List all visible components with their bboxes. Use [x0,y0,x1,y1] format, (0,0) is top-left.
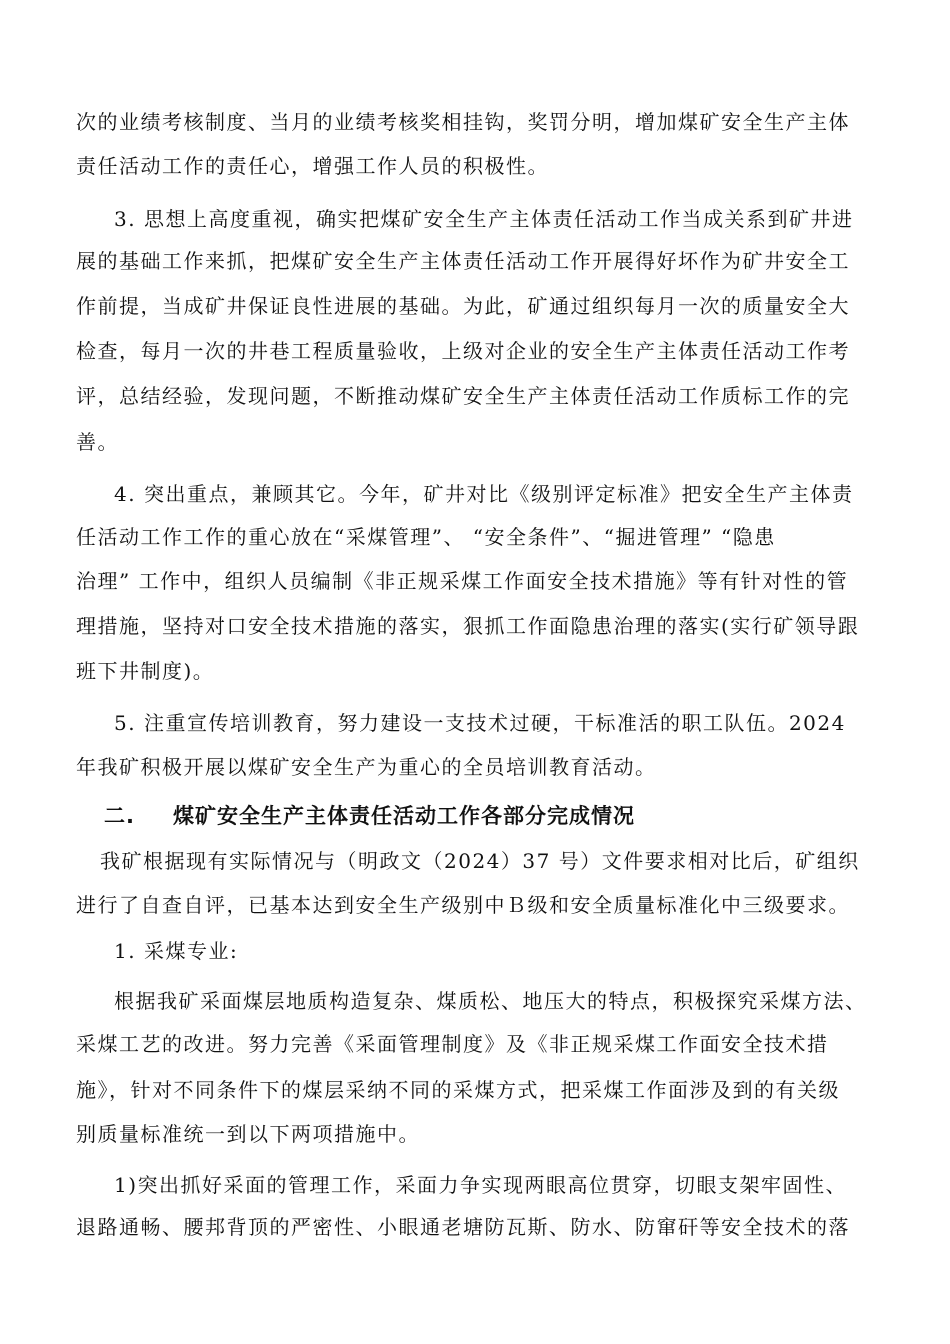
text-line: 5. 注重宣传培训教育，努力建设一支技术过硬，干标准活的职工队伍。2024 [114,711,846,735]
text-line: 任活动工作工作的重心放在“采煤管理”、 “安全条件”、“掘进管理” “隐患 [76,525,776,549]
text-line: 1)突出抓好采面的管理工作，采面力争实现两眼高位贯穿，切眼支架牢固性、 [114,1173,848,1197]
text-line: 施》，针对不同条件下的煤层采纳不同的采煤方式，把采煤工作面涉及到的有关级 [76,1078,840,1102]
text-line: 进行了自查自评，已基本达到安全生产级别中Ｂ级和安全质量标准化中三级要求。 [76,893,850,917]
text-line: 采煤工艺的改进。努力完善《采面管理制度》及《非正规采煤工作面安全技术措 [76,1032,829,1056]
section-heading-number: 二. [104,804,135,828]
text-line: 别质量标准统一到以下两项措施中。 [76,1122,420,1146]
text-line: 根据我矿采面煤层地质构造复杂、煤质松、地压大的特点，积极探究采煤方法、 [114,989,867,1013]
text-line: 班下井制度)。 [76,659,215,683]
text-line: 展的基础工作来抓，把煤矿安全生产主体责任活动工作开展得好坏作为矿井安全工 [76,249,850,273]
text-line: 评，总结经验，发现问题，不断推动煤矿安全生产主体责任活动工作质标工作的完 [76,384,850,408]
section-heading [104,800,635,830]
text-line: 理措施，坚持对口安全技术措施的落实，狠抓工作面隐患治理的落实(实行矿领导跟 [76,614,860,638]
text-line: 责任活动工作的责任心，增强工作人员的积极性。 [76,154,549,178]
text-line: 年我矿积极开展以煤矿安全生产为重心的全员培训教育活动。 [76,755,657,779]
text-line: 善。 [76,430,119,454]
text-line: 4. 突出重点，兼顾其它。今年，矿井对比《级别评定标准》把安全生产主体责 [114,482,854,506]
text-line: 治理” 工作中，组织人员编制《非正规采煤工作面安全技术措施》等有针对性的管 [76,569,849,593]
text-line: 3. 思想上高度重视，确实把煤矿安全生产主体责任活动工作当成关系到矿井进 [114,207,854,231]
section-heading-title: 煤矿安全生产主体责任活动工作各部分完成情况 [172,804,635,828]
text-line: 检查，每月一次的井巷工程质量验收，上级对企业的安全生产主体责任活动工作考 [76,339,850,363]
text-line: 作前提，当成矿井保证良性进展的基础。为此，矿通过组织每月一次的质量安全大 [76,294,850,318]
subsection-title: 1. 采煤专业: [114,939,239,963]
text-line: 次的业绩考核制度、当月的业绩考核奖相挂钩，奖罚分明，增加煤矿安全生产主体 [76,110,850,134]
text-line: 退路通畅、腰邦背顶的严密性、小眼通老塘防瓦斯、防水、防窜矸等安全技术的落 [76,1215,850,1239]
text-line: 我矿根据现有实际情况与（明政文（2024）37 号）文件要求相对比后，矿组织 [100,849,860,873]
